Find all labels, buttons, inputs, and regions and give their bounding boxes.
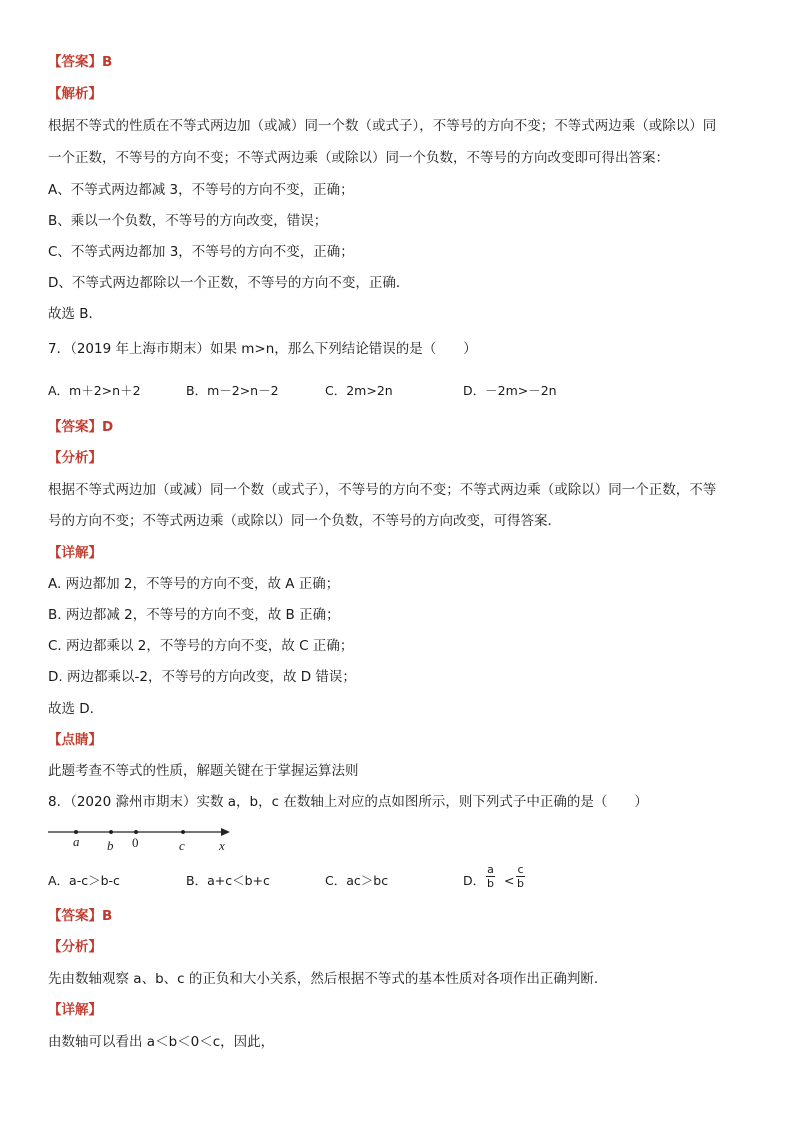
analysis-option-c: C、不等式两边都加 3，不等号的方向不变，正确；	[48, 244, 354, 260]
q7-detail-b: B. 两边都减 2，不等号的方向不变，故 B 正确；	[48, 607, 340, 623]
q7-analysis-line-2: 号的方向不变；不等式两边乘（或除以）同一个负数，不等号的方向改变，可得答案．	[48, 513, 561, 529]
analysis-option-d: D、不等式两边都除以一个正数，不等号的方向不变，正确．	[48, 275, 410, 291]
q8-detail-tag: 【详解】	[48, 1002, 102, 1018]
q8-option-d-right-fraction	[516, 863, 525, 890]
conclusion: 故选 B．	[48, 306, 103, 322]
analysis-option-b: B、乘以一个负数，不等号的方向改变，错误；	[48, 213, 328, 229]
q7-option-b: B．m－2>n－2	[186, 383, 279, 398]
label-a: a	[73, 834, 80, 849]
q7-option-d: D．－2m>－2n	[463, 383, 557, 398]
number-line-figure	[48, 822, 248, 862]
q8-option-d-left-fraction	[486, 863, 495, 890]
q8-option-d-prefix: D．	[463, 873, 486, 888]
frac-right-den: b	[517, 877, 524, 890]
number-line-arrow	[221, 828, 230, 836]
analysis-option-a: A、不等式两边都减 3，不等号的方向不变，正确；	[48, 182, 354, 198]
q7-stem: 7．（2019 年上海市期末）如果 m>n，那么下列结论错误的是（ ）	[48, 341, 477, 357]
q7-detail-a: A. 两边都加 2，不等号的方向不变，故 A 正确；	[48, 576, 340, 592]
q8-option-d-op: <	[504, 873, 515, 888]
analysis-text-line-2: 一个正数，不等号的方向不变；不等式两边乘（或除以）同一个负数，不等号的方向改变即可得出答案：	[48, 150, 669, 166]
q8-option-a: A．a-c＞b-c	[48, 873, 120, 888]
q7-comment-tag: 【点睛】	[48, 732, 102, 748]
answer-tag: 【答案】B	[48, 54, 113, 70]
q8-answer-tag: 【答案】B	[48, 908, 113, 924]
point-c	[181, 830, 185, 834]
q8-option-b: B．a+c＜b+c	[186, 873, 270, 888]
q7-option-c: C．2m>2n	[325, 383, 393, 398]
label-x: x	[219, 838, 225, 853]
analysis-tag: 【解析】	[48, 86, 102, 102]
q7-option-a: A．m＋2>n＋2	[48, 383, 141, 398]
q7-answer-tag: 【答案】D	[48, 419, 114, 435]
q7-detail-c: C. 两边都乘以 2，不等号的方向不变，故 C 正确；	[48, 638, 354, 654]
q8-option-c: C．ac＞bc	[325, 873, 389, 888]
label-b: b	[107, 838, 114, 853]
point-b	[109, 830, 113, 834]
analysis-text-line-1: 根据不等式的性质在不等式两边加（或减）同一个数（或式子），不等号的方向不变；不等式两边乘（或除以）同	[48, 118, 717, 134]
frac-left-num: a	[487, 863, 494, 876]
q7-comment: 此题考查不等式的性质，解题关键在于掌握运算法则	[48, 763, 359, 779]
frac-left-den: b	[487, 877, 494, 890]
q8-analysis: 先由数轴观察 a、b、c 的正负和大小关系，然后根据不等式的基本性质对各项作出正确判断.	[48, 971, 599, 987]
q7-detail-tag: 【详解】	[48, 545, 102, 561]
q7-detail-d: D. 两边都乘以-2，不等号的方向改变，故 D 错误；	[48, 669, 356, 685]
point-zero	[134, 830, 138, 834]
label-c: c	[179, 838, 185, 853]
q7-analysis-line-1: 根据不等式两边加（或减）同一个数（或式子），不等号的方向不变；不等式两边乘（或除以）同一个正数，不等	[48, 482, 717, 498]
q7-conclusion: 故选 D.	[48, 701, 94, 717]
label-zero: 0	[132, 835, 139, 850]
q8-analysis-tag: 【分析】	[48, 939, 102, 955]
q8-detail-line-1: 由数轴可以看出 a＜b＜0＜c，因此，	[48, 1034, 275, 1050]
q7-analysis-tag: 【分析】	[48, 450, 102, 466]
frac-right-num: c	[517, 863, 524, 876]
q8-stem: 8．（2020 滁州市期末）实数 a，b，c 在数轴上对应的点如图所示，则下列式子中正确的是（ ）	[48, 794, 648, 810]
